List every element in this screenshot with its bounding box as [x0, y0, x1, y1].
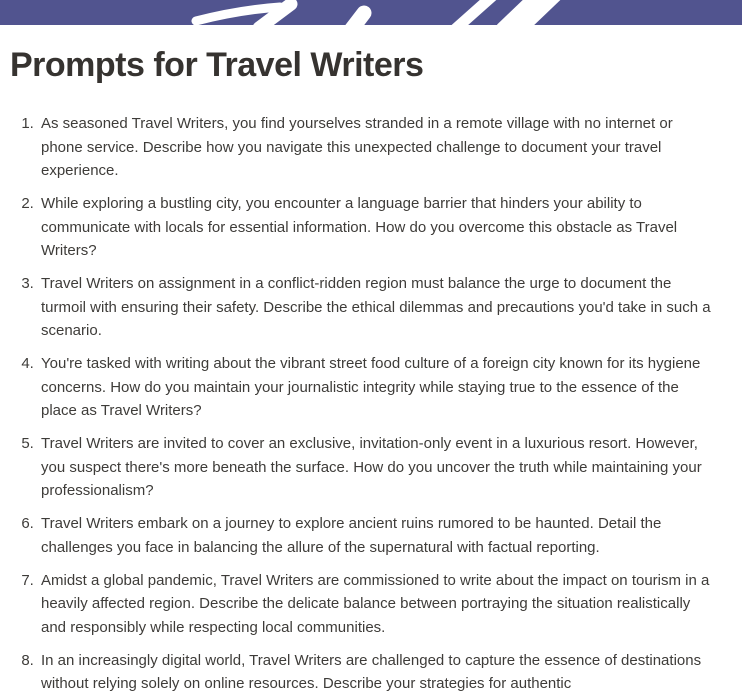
page-title: Prompts for Travel Writers — [10, 46, 424, 84]
prompt-item: 4. You're tasked with writing about the vibrant street food culture of a foreign city known for its hygiene concerns. How do you maintain your journalistic integrity while staying true to the essence of the place as Travel Writers? — [38, 352, 716, 423]
prompt-item: 6. Travel Writers embark on a journey to explore ancient ruins rumored to be haunted. Detail the challenges you face in balancing the allure of the supernatural with factual reporting. — [38, 512, 716, 559]
pen-stroke-illustration — [0, 0, 742, 25]
prompt-item: 2. While exploring a bustling city, you encounter a language barrier that hinders your ability to communicate with locals for essential information. How do you overcome this obstacle as Travel Writers? — [38, 192, 716, 263]
prompts-list — [0, 112, 742, 696]
header-band — [0, 0, 742, 25]
prompt-item: 7. Amidst a global pandemic, Travel Writers are commissioned to write about the impact on tourism in a heavily affected region. Describe the delicate balance between portraying the situation realistically and responsibly while respecting local communities. — [38, 569, 716, 640]
prompt-item: 8. In an increasingly digital world, Travel Writers are challenged to capture the essence of destinations without relying solely on online resources. Describe your strategies for authentic — [38, 649, 716, 696]
prompt-item: 1. As seasoned Travel Writers, you find yourselves stranded in a remote village with no internet or phone service. Describe how you navigate this unexpected challenge to document your travel experience. — [38, 112, 716, 183]
prompt-item: 5. Travel Writers are invited to cover an exclusive, invitation-only event in a luxurious resort. However, you suspect there's more beneath the surface. How do you uncover the truth while maintaining your professionalism? — [38, 432, 716, 503]
prompt-item: 3. Travel Writers on assignment in a conflict-ridden region must balance the urge to document the turmoil with ensuring their safety. Describe the ethical dilemmas and precautions you'd take in such a scenario. — [38, 272, 716, 343]
document-content — [0, 44, 742, 696]
